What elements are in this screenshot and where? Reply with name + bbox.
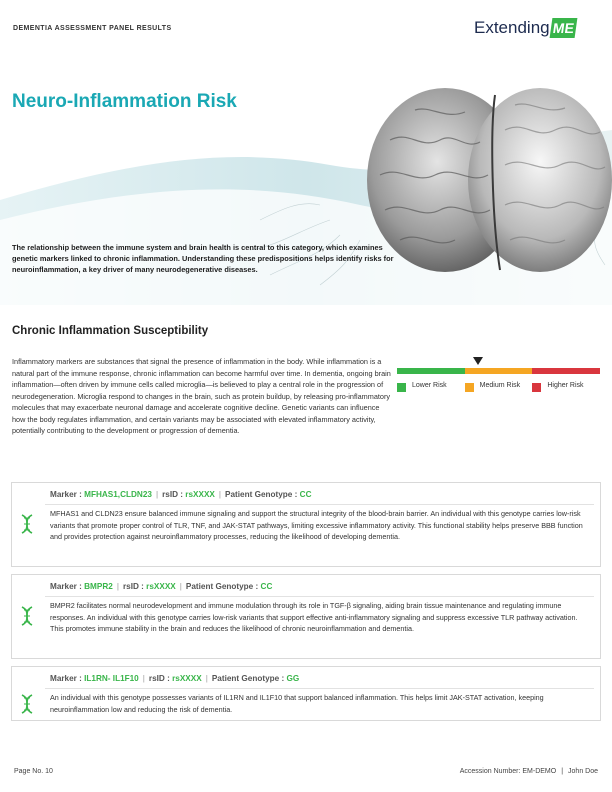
rsid-label: rsID : [162, 490, 184, 499]
genotype-label: Patient Genotype : [225, 490, 298, 499]
card-divider [45, 688, 594, 689]
legend-lower-label: Lower Risk [412, 382, 447, 389]
footer-meta: Accession Number: EM-DEMO | John Doe [459, 768, 598, 775]
dna-icon [19, 514, 35, 534]
marker-card [11, 482, 601, 567]
genotype-value: GG [286, 674, 300, 683]
marker-value: IL1RN- IL1F10 [84, 674, 139, 683]
marker-label: Marker : [50, 674, 82, 683]
rsid-value: rsXXXX [146, 582, 176, 591]
marker-description: An individual with this genotype possesses variants of IL1RN and IL1F10 that support balanced inflammation. This helps limit JAK-STAT activation, keeping neuroinflammation low and reducing the risk of dementia. [50, 693, 544, 714]
dna-icon [19, 606, 35, 626]
legend-medium-label: Medium Risk [479, 382, 521, 389]
marker-header: Marker : BMPR2 | rsID : rsXXXX | Patient Genotype : CC [50, 582, 273, 591]
intro-text: The relationship between the immune system and brain health is central to this category, which examines genetic markers linked to chronic inflammation. Understanding these predispositions helps identify risks for neuroinflammation, a key driver of many neurodegenerative diseases. [12, 243, 394, 275]
genotype-label: Patient Genotype : [185, 582, 259, 591]
legend-lower [397, 382, 465, 392]
risk-segment-lower [397, 368, 465, 374]
genotype-value: CC [260, 582, 273, 591]
logo-badge: ME [549, 18, 577, 38]
legend-higher [532, 382, 600, 392]
risk-legend [397, 382, 600, 392]
marker-header: Marker : IL1RN- IL1F10 | rsID : rsXXXX | Patient Genotype : GG [50, 674, 300, 683]
marker-description: MFHAS1 and CLDN23 ensure balanced immune signaling and support the structural integrity of the blood-brain barrier. An individual with this genotype carries low-risk variants that promote proper control of TLR, TNF, and JAK-STAT pathways, limiting excessive inflammatory activity. This functional stability helps preserve BBB function and provides protection against neuroinflammatory processes, reducing the likelihood of developing dementia. [50, 509, 583, 542]
marker-header: Marker : MFHAS1,CLDN23 | rsID : rsXXXX | Patient Genotype : CC [50, 490, 312, 499]
marker-value: BMPR2 [84, 582, 113, 591]
marker-value: MFHAS1,CLDN23 [84, 490, 152, 499]
risk-segment-medium [465, 368, 532, 374]
marker-card [11, 666, 601, 721]
card-divider [45, 504, 594, 505]
section-body: Inflammatory markers are substances that signal the presence of inflammation in the body. While inflammation is a natural part of the immune response, chronic inflammation can become harmful over time. In dementia, ongoing brain inflammation—often driven by immune cells called microglia—is believed to play a central role in the progression of neurodegeneration. Microglia respond to changes in the brain, such as protein buildup, by releasing pro-inflammatory molecules that may exacerbate neuronal damage and accelerate cognitive decline. Genetic variants can influence how the body regulates inflammation, and certain variants may be associated with elevated inflammatory activity, potentially contributing to the development or progression of dementia. [12, 357, 391, 436]
marker-label: Marker : [50, 582, 82, 591]
genotype-value: CC [299, 490, 312, 499]
risk-segment-higher [532, 368, 600, 374]
genotype-label: Patient Genotype : [211, 674, 285, 683]
report-label: DEMENTIA ASSESSMENT PANEL RESULTS [13, 25, 172, 32]
legend-medium [465, 382, 533, 392]
higher-swatch [532, 383, 541, 392]
brand-logo [474, 18, 576, 38]
risk-scale [397, 356, 600, 392]
page-title: Neuro-Inflammation Risk [12, 91, 237, 112]
dna-icon [19, 694, 35, 714]
card-divider [45, 596, 594, 597]
legend-higher-label: Higher Risk [547, 382, 584, 389]
page-number: Page No. 10 [14, 768, 53, 775]
rsid-value: rsXXXX [172, 674, 202, 683]
risk-pointer-icon [473, 357, 483, 365]
logo-text: Extending [474, 18, 550, 37]
risk-bar [397, 368, 600, 374]
lower-swatch [397, 383, 406, 392]
patient-name: John Doe [568, 768, 598, 775]
rsid-label: rsID : [148, 674, 170, 683]
marker-card [11, 574, 601, 659]
accession-number: Accession Number: EM-DEMO [459, 768, 557, 775]
marker-label: Marker : [50, 490, 82, 499]
marker-description: BMPR2 facilitates normal neurodevelopment and immune modulation through its role in TGF-β signaling, aiding brain tissue maintenance and regulating immune responses. An individual with this genotype carries low-risk variants that support effective anti-inflammatory signaling and suppress excessive TLR pathway activation. This promotes immune stability in the brain and reduces the likelihood of chronic neuroinflammation and dementia. [50, 601, 578, 634]
section-title: Chronic Inflammation Susceptibility [12, 325, 209, 337]
rsid-label: rsID : [122, 582, 144, 591]
medium-swatch [465, 383, 474, 392]
rsid-value: rsXXXX [185, 490, 215, 499]
